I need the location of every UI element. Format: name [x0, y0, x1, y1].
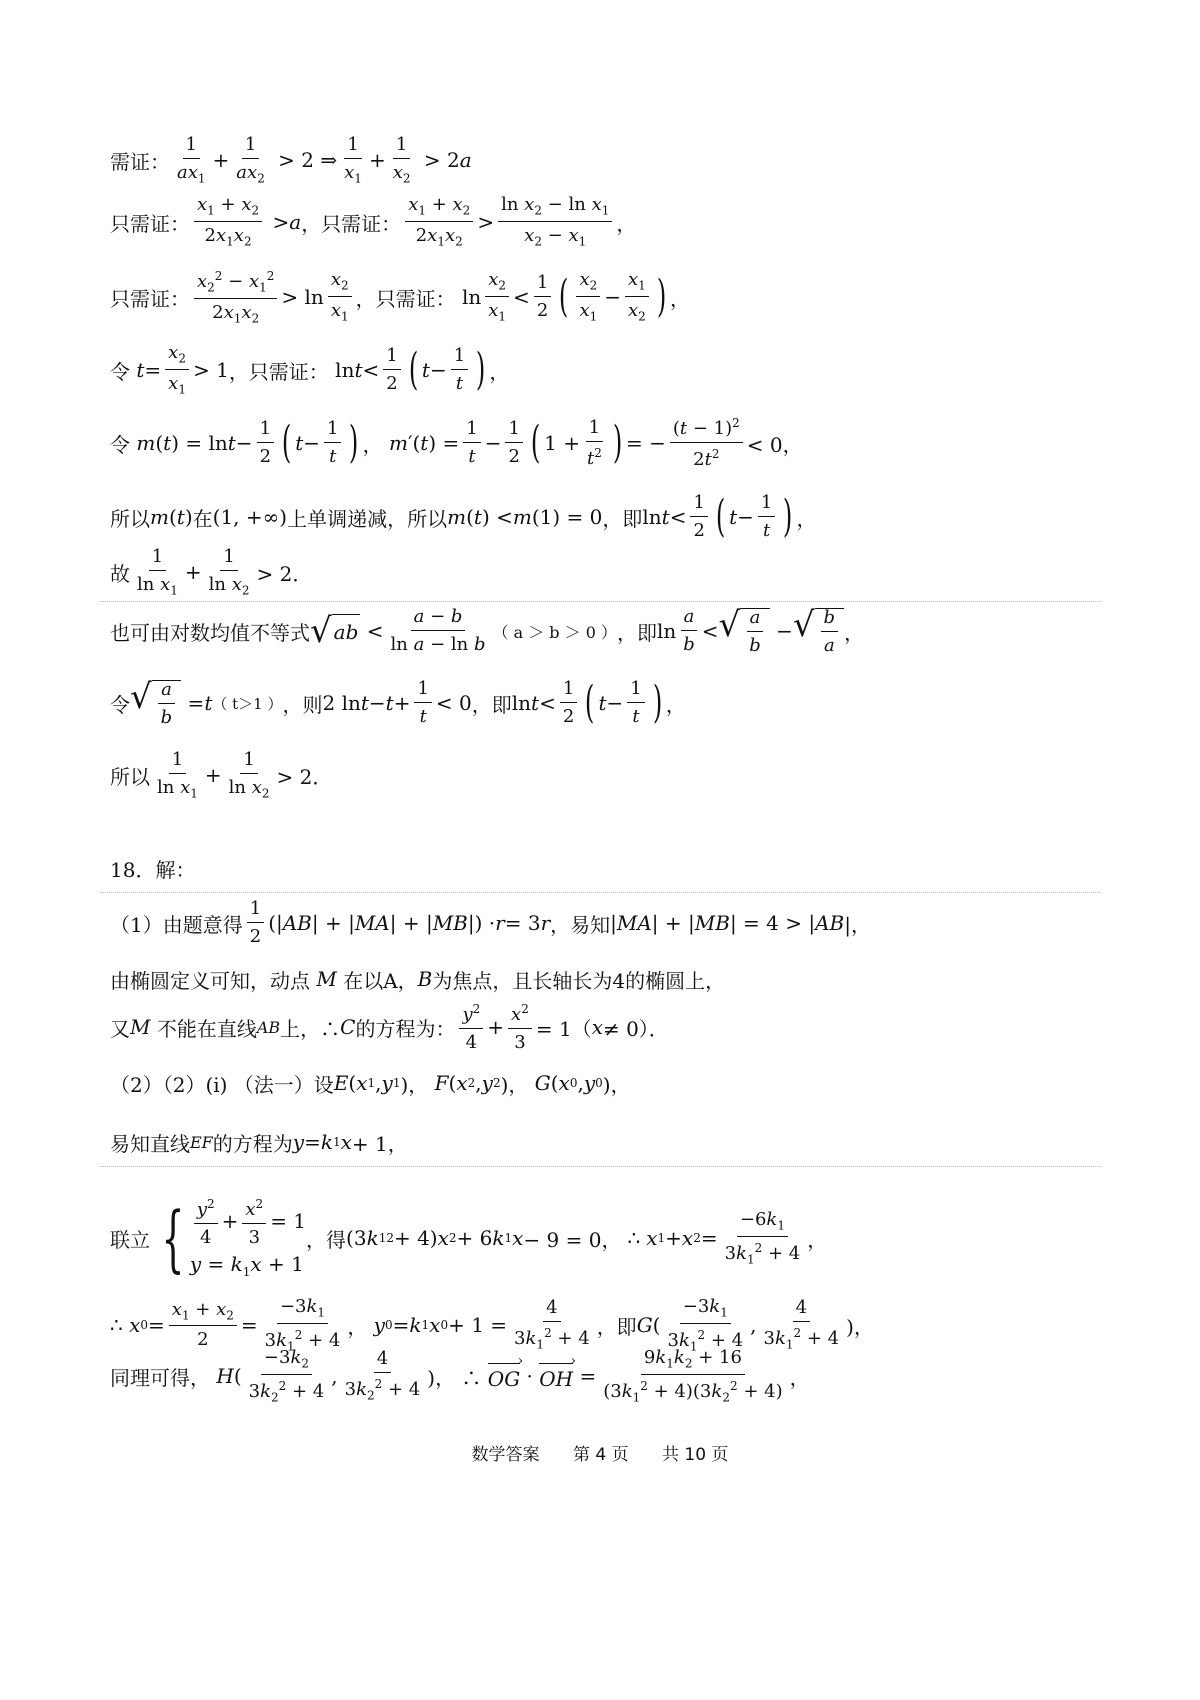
fraction: $\frac{x_1 + x_2}{2x_1x_2}$: [405, 196, 473, 247]
footer-subject: 数学答案: [471, 1445, 540, 1465]
line-text: 在: [192, 506, 213, 531]
sqrt: √ $\frac{b}{a}$: [793, 608, 844, 655]
proof-line-7: 故 $\frac{1}{\ln x_1}$ + $\frac{1}{\ln x_2}$ > 2．: [110, 545, 313, 598]
line-text: 所以: [110, 506, 150, 531]
fraction: $\frac{1}{2}$: [534, 274, 551, 320]
line-text: ，易知: [550, 912, 611, 937]
line-text: ，只需证：: [228, 359, 329, 384]
line-text: ，则: [282, 692, 323, 717]
proof-line-5: 令 m ( t ) = ln t − $\frac{1}{2}$ ( t − $\frac{1}{t}$ ) ， m ′( t ) = $\frac{1}{t}$ − $\frac{1}{2}$ ( 1 + $\frac{1}{t^2}$ ) = − $\frac{(t - 1)^2}{2t^2}$ < 0，: [110, 416, 803, 470]
line-text: 在以: [343, 968, 384, 993]
line-text: 上单调递减，所以: [287, 506, 448, 531]
fraction: $\frac{1}{2}$: [247, 900, 264, 946]
line-text: ，得: [306, 1227, 347, 1252]
fraction: $\frac{1}{ax_2}$: [236, 133, 265, 186]
fraction: $\frac{x_2^2 - x_1^2}{2x_1x_2}$: [194, 270, 277, 324]
fraction: $\frac{1}{\ln x_1}$: [137, 545, 178, 598]
fraction: $\frac{x_2}{x_1}$: [485, 271, 509, 322]
sqrt: √ $\frac{a}{b}$: [130, 680, 181, 727]
fraction: $\frac{9k_1k_2 + 16}{(3k_1^2 + 4)(3k_2^2 + 4)}$: [603, 1346, 783, 1405]
fraction: $\frac{1}{t}$: [414, 680, 431, 726]
condition: （ a ＞ b ＞ 0 ）: [492, 622, 617, 642]
proof-line-1: 需证： $\frac{1}{ax_1}$ + $\frac{1}{ax_2}$ > 2 ⇒ $\frac{1}{x_1}$ + $\frac{1}{x_2}$ > 2 a: [110, 133, 472, 186]
fraction: $\frac{1}{t}$: [451, 347, 468, 393]
proof-line-4: 令 t = $\frac{x_2}{x_1}$ > 1 ，只需证： ln t < $\frac{1}{2}$ ( t − $\frac{1}{t}$ ) ，: [110, 342, 510, 397]
line-text: ，只需证：: [355, 286, 456, 311]
page-footer: [0, 1440, 1200, 1465]
line-label: 只需证：: [110, 286, 190, 311]
line-label: 只需证：: [110, 211, 190, 236]
proof-line-8: 也可由对数均值不等式 √ ab < $\frac{a - b}{\text{ln a − ln b}}$ （ a ＞ b ＞ 0 ） ，即 ln $\frac{a}{b}$ < √ $\frac{a}{b}$ − √ $\frac{b}{a}$ ，: [110, 604, 865, 656]
fraction: $\frac{4}{3k_1^2 + 4}$: [514, 1297, 590, 1352]
proof-line-2: 只需证： $\frac{x_1 + x_2}{2x_1x_2}$ > a ，只需证： $\frac{x_1 + x_2}{2x_1x_2}$ > $\frac{\ln x_2 - \ln x_1}{x_2 - x_1}$ ，: [110, 194, 637, 249]
line-text: ，即: [471, 692, 512, 717]
line-text: 为焦点，且长轴长为4的椭圆上，: [432, 968, 726, 993]
line-text: 由椭圆定义可知，动点: [110, 968, 310, 993]
line-text: 又: [110, 1016, 130, 1041]
fraction: $\frac{-3k_1}{3k_1^2 + 4}$: [264, 1295, 341, 1354]
line-text: 也可由对数均值不等式: [110, 620, 310, 645]
line-text: （2）（2）(i) （法一）设: [110, 1072, 334, 1097]
line-text: ，即: [616, 620, 657, 645]
line-label: 令: [110, 692, 130, 717]
fraction: $\frac{1}{2}$: [505, 420, 522, 466]
line-label: 所以: [110, 764, 150, 789]
line-text: 上，∴: [280, 1016, 341, 1041]
q18-line-2: 由椭圆定义可知，动点 M 在以 A， B 为焦点，且长轴长为4的椭圆上，: [110, 944, 725, 1014]
fraction: $\frac{a - b}{\text{ln a − ln b}}$: [390, 606, 486, 655]
fraction: $\frac{y^2}{4}$: [459, 1003, 483, 1052]
fraction: $\frac{1}{\ln x_2}$: [228, 748, 270, 801]
fraction: $\frac{1}{ax_1}$: [177, 133, 206, 186]
fraction: $\frac{1}{t}$: [627, 680, 644, 726]
condition: （ t＞1 ）: [212, 694, 283, 713]
line-text: ，只需证：: [301, 211, 402, 236]
footer-total: 共 10 页: [661, 1445, 729, 1465]
fraction: $\frac{1}{\ln x_2}$: [208, 545, 250, 598]
fraction: $\frac{(t - 1)^2}{2t^2}$: [670, 417, 743, 469]
proof-line-3: 只需证： $\frac{x_2^2 - x_1^2}{2x_1x_2}$ > ln $\frac{x_2}{x_1}$ ，只需证： ln $\frac{x_2}{x_1}$ < $\frac{1}{2}$ ( $\frac{x_2}{x_1}$ − $\frac{x_1}{x_2}$ ) ，: [110, 268, 690, 326]
fraction: $\frac{1}{x_1}$: [344, 133, 362, 186]
line-label: 令: [110, 359, 130, 384]
line-text: 同理可得，: [110, 1365, 210, 1390]
line-text: 不能在直线: [156, 1016, 257, 1041]
fraction: $\frac{1}{t^2}$: [586, 416, 602, 469]
fraction: $\frac{x_1 + x_2}{2x_1x_2}$: [194, 196, 262, 247]
q18-line-4: （2）（2）(i) （法一）设 E ( x 1 , y 1 )， F ( x 2 , y 2 )， G ( x 0 , y 0 )，: [110, 1048, 631, 1118]
equation-system: $\frac{y^2}{4}$ + $\frac{x^2}{3}$ = 1 $y = k_1x + 1$: [189, 1196, 307, 1279]
fraction: $\frac{x_2}{x_1}$: [165, 344, 189, 395]
footer-page: 第 4 页: [572, 1445, 629, 1465]
line-text: 易知直线: [110, 1131, 190, 1156]
fraction: $\frac{1}{2}$: [257, 420, 274, 466]
line-text: ，即: [602, 506, 643, 531]
fraction: $\frac{1}{2}$: [690, 494, 707, 540]
heading-text: 18．解：: [110, 857, 196, 882]
proof-line-9: 令 √ $\frac{a}{b}$ = t （ t＞1 ） ，则 2 ln t − t + $\frac{1}{t}$ < 0 ，即 ln t < $\frac{1}{2}$ ( t − $\frac{1}{t}$ ) ，: [110, 676, 686, 728]
line-text: 的方程为: [212, 1131, 293, 1156]
fraction: $\frac{x^2}{3}$: [508, 1003, 532, 1052]
fraction: $\frac{1}{t}$: [324, 420, 341, 466]
fraction: $\frac{x_2}{x_1}$: [328, 271, 352, 322]
sqrt: √ ab: [310, 611, 359, 651]
fraction: $\frac{x_1}{x_2}$: [625, 271, 649, 322]
proof-line-10: 所以 $\frac{1}{\ln x_1}$ + $\frac{1}{\ln x_2}$ > 2．: [110, 748, 333, 801]
fraction: $\frac{x_1 + x_2}{2}$: [169, 1301, 237, 1350]
q18-line-5: 易知直线 EF 的方程为 y = k 1 x + 1，: [110, 1107, 408, 1177]
line-text: 的方程为：: [355, 1016, 456, 1041]
line-label: 故: [110, 561, 130, 586]
fraction: $\frac{\ln x_2 - \ln x_1}{x_2 - x_1}$: [498, 196, 612, 247]
fraction: $\frac{1}{\ln x_1}$: [157, 748, 198, 801]
line-text: ，即: [596, 1314, 637, 1339]
fraction: $\frac{1}{t}$: [758, 494, 775, 540]
line-text: （1）由题意得: [110, 912, 243, 937]
fraction: $\frac{x_2}{x_1}$: [576, 271, 600, 322]
fraction: $\frac{1}{2}$: [383, 347, 400, 393]
line-label: 需证：: [110, 149, 170, 174]
q18-line-1: （1）由题意得 $\frac{1}{2}$ (| AB | + | MA | + | MB |) · r = 3 r ，易知 | MA | + | MB | = 4 > | AB |，: [110, 898, 871, 947]
fraction: $\frac{a}{b}$: [680, 608, 698, 654]
q18-line-7: ∴ x 0 = $\frac{x_1 + x_2}{2}$ = $\frac{-3k_1}{3k_1^2 + 4}$ ， y 0 = k 1 x 0 + 1 = $\frac{4}{3k_1^2 + 4}$ ，即 G ( $\frac{-3k_1}{3k_1^2 + 4}$ , $\frac{4}{3k_1^2 + 4}$ )，: [110, 1295, 874, 1354]
divider: [100, 1166, 1100, 1167]
line-label: 令: [110, 432, 130, 457]
q18-line-8: 同理可得， H ( $\frac{-3k_2}{3k_2^2 + 4}$ , $\frac{4}{3k_2^2 + 4}$ )， ∴ OG › · OH › = $\frac{9k_1k_2 + 16}{(3k_1^2 + 4)(3k_2^2 + 4)}$ ，: [110, 1341, 810, 1411]
brace: {: [161, 1196, 185, 1280]
fraction: $\frac{1}{x_2}$: [392, 133, 411, 186]
proof-line-6: 所以 m ( t ) 在 (1, +∞) 上单调递减，所以 m ( t ) < m (1) = 0 ，即 ln t < $\frac{1}{2}$ ( t − $\frac{1}{t}$ ) ，: [110, 491, 817, 542]
fraction: $\frac{-6k_1}{3k_1^2 + 4}$: [724, 1208, 801, 1267]
fraction: $\frac{1}{t}$: [463, 420, 480, 466]
fraction: $\frac{1}{2}$: [560, 680, 577, 726]
q18-line-3: 又 M 不能在直线 AB 上，∴ C 的方程为： $\frac{y^2}{4}$ + $\frac{x^2}{3}$ = 1（ x ≠ 0）．: [110, 1001, 669, 1053]
sqrt: √ $\frac{a}{b}$: [719, 608, 770, 655]
q18-line-6: 联立 { $\frac{y^2}{4}$ + $\frac{x^2}{3}$ = 1 $y = k_1x + 1$ ，得 (3 k 1 2 + 4) x 2 + 6 k 1 x − 9 = 0， ∴ x 1 + x 2 = $\frac{-6k_1}{3k_1^2 + 4}$ ，: [110, 1196, 828, 1280]
line-text: 联立: [110, 1227, 150, 1252]
